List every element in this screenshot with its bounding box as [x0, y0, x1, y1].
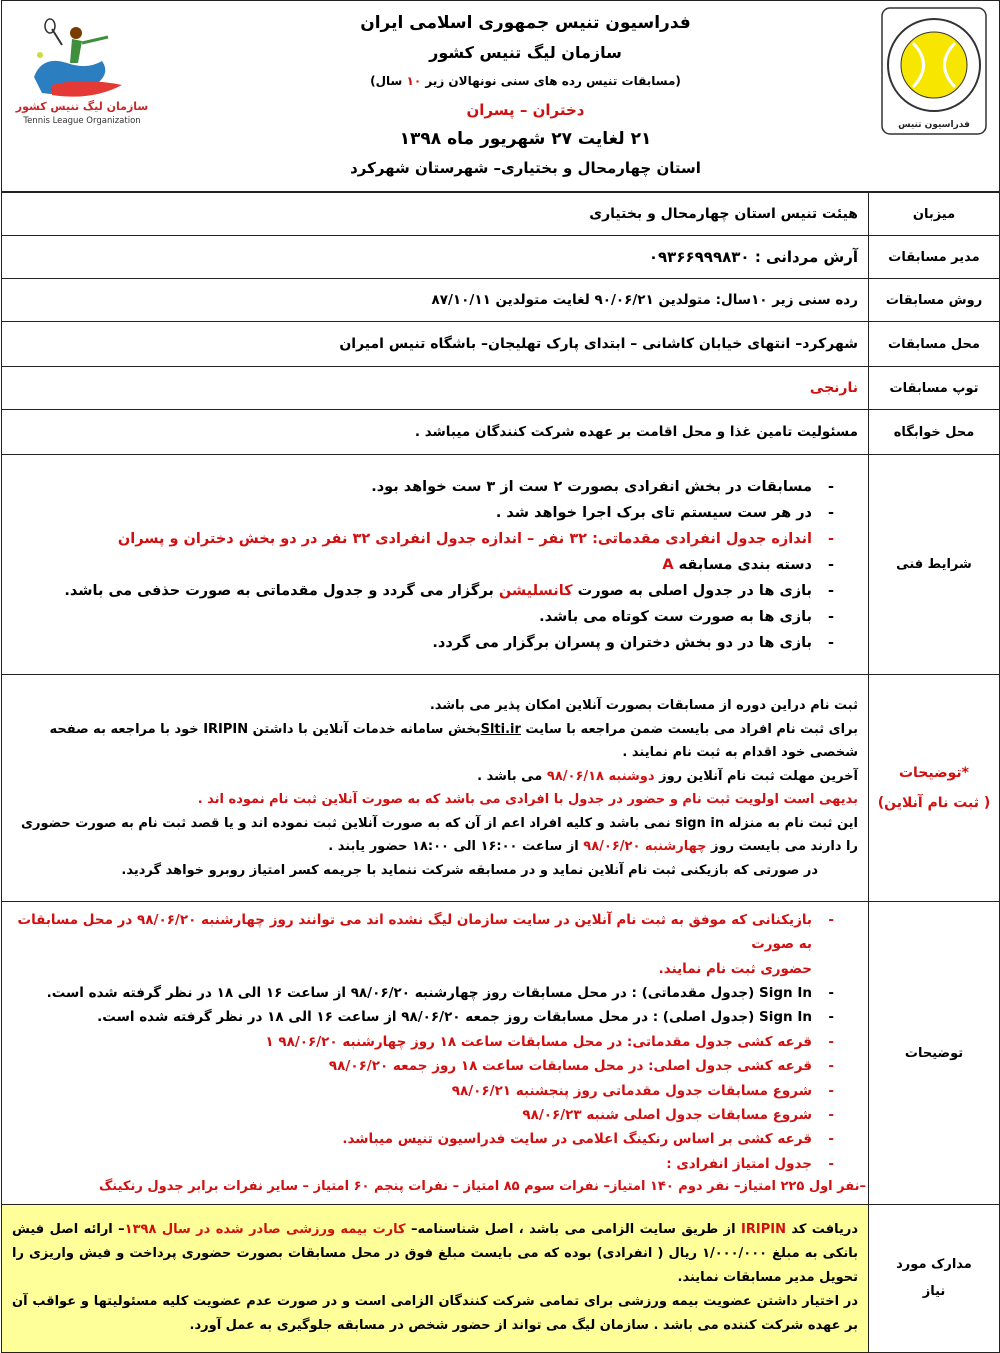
- lodging-label: محل خوابگاه: [869, 410, 1000, 455]
- venue-label: محل مسابقات: [869, 322, 1000, 367]
- online-p4: بدیهی است اولویت ثبت نام و حضور در جدول با افرادی می باشد که به صورت آنلاین ثبت نام نموده اند .: [197, 792, 858, 807]
- list-item: - قرعه کشی جدول اصلی: در محل مسابقات ساعت ۱۸ روز جمعه ۹۸/۰۶/۲۰: [12, 1054, 828, 1078]
- technical-list: [12, 474, 858, 656]
- fed-logo-ring-text: [881, 7, 885, 9]
- venue-value: شهرکرد– انتهای خیابان کاشانی – ابتدای پارک تهلیجان– باشگاه تنیس امیران: [2, 322, 869, 367]
- notes-label: توضیحات: [869, 902, 1000, 1205]
- tennis-federation-logo: [881, 7, 987, 135]
- list-item: - در هر ست سیستم تای برک اجرا خواهد شد .: [12, 500, 828, 526]
- method-label: روش مسابقات: [869, 279, 1000, 322]
- documents-p2: در اختیار داشتن عضویت بیمه ورزشی برای تمامی شرکت کنندگان الزامی است و در صورت عدم عضویت کلیه مسئولیتها و عواقب آن بر عهده شرکت کننده می باشد . سازمان لیگ می تواند از حضور شخص در مسابقه جلوگیری به عمل آورد.: [12, 1294, 858, 1334]
- federation-title: فدراسیون تنیس جمهوری اسلامی ایران: [360, 13, 691, 33]
- slti-link[interactable]: Slti.ir: [480, 721, 521, 737]
- list-item: - اندازه جدول انفرادی مقدماتی: ۳۲ نفر – اندازه جدول انفرادی ۳۲ نفر در دو بخش دختران و پسران: [12, 526, 828, 552]
- documents-label: مدارک مورد نیاز: [869, 1205, 1000, 1352]
- header-title-block: [182, 9, 869, 183]
- info-table: [2, 192, 999, 1352]
- list-item: - شروع مسابقات جدول مقدماتی روز پنجشنبه ۹۸/۰۶/۲۱: [12, 1079, 828, 1103]
- row-lodging: [2, 410, 999, 455]
- list-item: - بازی ها به صورت ست کوتاه می باشد.: [12, 604, 828, 630]
- list-item: - Sign In (جدول اصلی) : در محل مسابقات روز جمعه ۹۸/۰۶/۲۰ از ساعت ۱۶ الی ۱۸ در نظر گرفته شده است.: [12, 1005, 828, 1029]
- online-p5: این ثبت نام به منزله sign in نمی باشد و کلیه افراد اعم از آن که به صورت آنلاین ثبت نموده اند و یا قصد ثبت نام به صورت حضوری را دارند می بایست روز چهارشنبه ۹۸/۰۶/۲۰ از ساعت ۱۶:۰۰ الی ۱۸:۰۰ حضور یابند .: [21, 815, 858, 854]
- documents-value: [2, 1205, 869, 1352]
- list-item: - بازیکنانی که موفق به ثبت نام آنلاین در سایت سازمان لیگ نشده اند می توانند روز چهارشنبه ۹۸/۰۶/۲۰ در محل مسابقات به صورت حضوری ثبت نام نمایند.: [12, 908, 828, 981]
- event-subtitle: (مسابقات تنیس رده های سنی نونهالان زیر ۱۰ سال): [370, 74, 681, 88]
- row-manager: [2, 236, 999, 279]
- ball-value: نارنجی: [2, 367, 869, 410]
- organization-title: سازمان لیگ تنیس کشور: [429, 43, 622, 62]
- list-item: - بازی ها در دو بخش دختران و پسران برگزار می گردد.: [12, 630, 828, 656]
- category-title: دختران – پسران: [466, 101, 585, 119]
- online-label: *توضیحات ( ثبت نام آنلاین): [869, 675, 1000, 902]
- event-dates: ۲۱ لغایت ۲۷ شهریور ماه ۱۳۹۸: [399, 129, 652, 149]
- list-item: - بازی ها در جدول اصلی به صورت کانسلیشن برگزار می گردد و جدول مقدماتی به صورت حذفی می باشد.: [12, 578, 828, 604]
- event-location-title: استان چهارمحال و بختیاری– شهرستان شهرکرد: [350, 159, 701, 177]
- fed-logo-caption: فدراسیون تنیس: [898, 120, 970, 130]
- online-p3: آخرین مهلت ثبت نام آنلاین روز دوشنبه ۹۸/۰۶/۱۸ می باشد .: [477, 768, 858, 784]
- league-logo-fa-text: سازمان لیگ تنیس کشور: [15, 100, 149, 113]
- ball-label: توپ مسابقات: [869, 367, 1000, 410]
- lodging-value: مسئولیت تامین غذا و محل اقامت بر عهده شرکت کنندگان میباشد .: [2, 410, 869, 455]
- online-p2: برای ثبت نام افراد می بایست ضمن مراجعه با سایت Slti.irبخش سامانه خدمات آنلاین با داشتن IRIPIN خود با مراجعه به صفحه شخصی خود اقدام به ثبت نام نمایند .: [49, 721, 858, 760]
- row-venue: [2, 322, 999, 367]
- online-p6: در صورتی که بازیکنی ثبت نام آنلاین نماید و در مسابقه شرکت ننماید با جریمه کسر امتیاز روبرو خواهد گردید.: [121, 862, 818, 878]
- svg-text:TENNIS FEDERATION ISLAMIC REPU: [881, 7, 885, 9]
- technical-label: شرایط فنی: [869, 455, 1000, 675]
- row-online-registration: [2, 675, 999, 902]
- technical-value: [2, 455, 869, 675]
- documents-p1: دریافت کد IRIPIN از طریق سایت الزامی می باشد ، اصل شناسنامه– کارت بیمه ورزشی صادر شده در سال ۱۳۹۸– ارائه اصل فیش بانکی به مبلغ ۱/۰۰۰/۰۰۰ ریال ( انفرادی) بوده که می بایست مبلغ فوق در محل مسابقات بصورت حضوری پرداخت و فیش واریزی را تحویل مدیر مسابقات نمایند.: [12, 1222, 859, 1286]
- list-item: - Sign In (جدول مقدماتی) : در محل مسابقات روز چهارشنبه ۹۸/۰۶/۲۰ از ساعت ۱۶ الی ۱۸ در نظر گرفته شده است.: [12, 981, 828, 1005]
- row-documents: [2, 1205, 999, 1352]
- method-value: رده سنی زیر ۱۰سال: متولدین ۹۰/۰۶/۲۱ لغایت متولدین ۸۷/۱۰/۱۱: [2, 279, 869, 322]
- host-label: میزبان: [869, 193, 1000, 236]
- notes-value: [2, 902, 869, 1205]
- row-technical: [2, 455, 999, 675]
- manager-value: آرش مردانی : ۰۹۳۶۶۹۹۹۸۳۰: [2, 236, 869, 279]
- tennis-league-logo: [12, 15, 152, 130]
- list-item: - قرعه کشی بر اساس رنکینگ اعلامی در سایت فدراسیون تنیس میباشد.: [12, 1127, 828, 1151]
- league-logo-en-text: Tennis League Organization: [23, 116, 141, 126]
- list-item: - مسابقات در بخش انفرادی بصورت ۲ ست از ۳ ست خواهد بود.: [12, 474, 828, 500]
- row-host: [2, 193, 999, 236]
- list-item: - شروع مسابقات جدول اصلی شنبه ۹۸/۰۶/۲۳: [12, 1103, 828, 1127]
- document-frame: [1, 0, 1000, 1353]
- manager-label: مدیر مسابقات: [869, 236, 1000, 279]
- list-item: - قرعه کشی جدول مقدماتی: در محل مسابقات ساعت ۱۸ روز چهارشنبه ۹۸/۰۶/۲۰ ۱: [12, 1030, 828, 1054]
- host-value: هیئت تنیس استان چهارمحال و بختیاری: [2, 193, 869, 236]
- row-method: [2, 279, 999, 322]
- list-item: - دسته بندی مسابقه A: [12, 552, 828, 578]
- row-notes: [2, 902, 999, 1205]
- online-value: [2, 675, 869, 902]
- list-item: - جدول امتیاز انفرادی :: [12, 1152, 828, 1176]
- document-header: [2, 1, 999, 192]
- notes-list: [12, 908, 858, 1176]
- row-ball: [2, 367, 999, 410]
- online-p1: ثبت نام دراین دوره از مسابقات بصورت آنلاین امکان پذیر می باشد.: [429, 698, 858, 713]
- points-line: –نفر اول ۲۲۵ امتیاز– نفر دوم ۱۴۰ امتیاز– نفرات سوم ۸۵ امتیاز – نفرات پنجم ۶۰ امتیاز – سایر نفرات برابر جدول رنکینگ: [98, 1179, 866, 1195]
